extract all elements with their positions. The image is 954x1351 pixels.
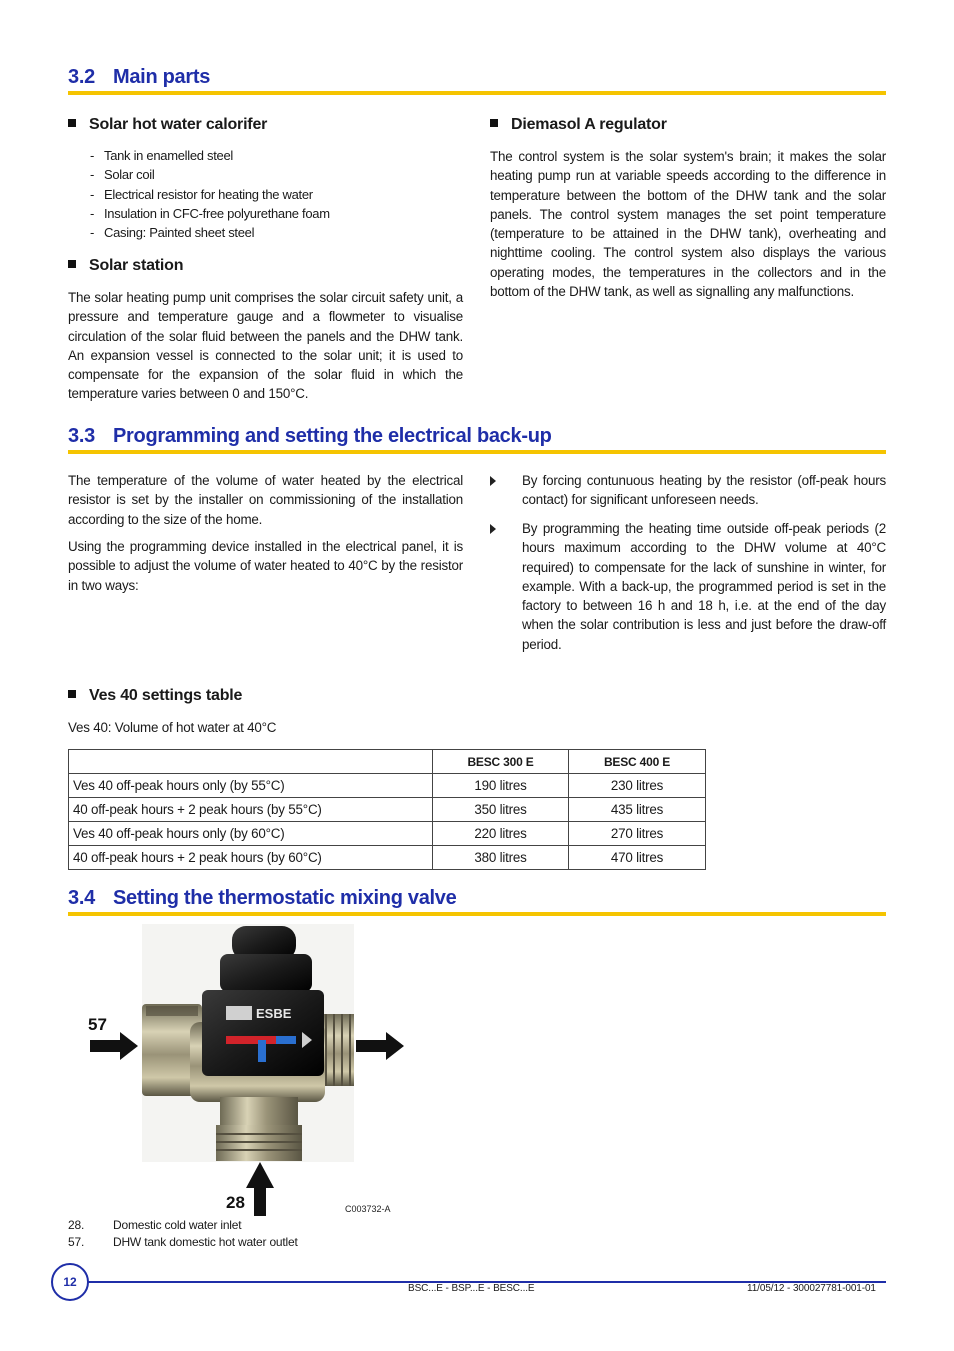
section-3-4-title: 3.4 Setting the thermostatic mixing valve: [68, 887, 886, 916]
settings-table-heading: Ves 40 settings table: [68, 687, 242, 705]
label-57: 57: [88, 1015, 107, 1034]
regulator-text: The control system is the solar system's brain; it makes the solar heating pump run at variable speeds according to the difference in temperature between the bottom of the DHW tank and the solar panels. The control system manages the set point temperature (temperature to be attained in the DHW tank), overheating and nighttime cooling. The control system also displays the various operating modes, the temperatures in the collectors and in the bottom of the DHW tank, as well as signalling any malfunctions.: [490, 149, 886, 300]
hot-indicator: [226, 1036, 280, 1044]
label-28: 28: [226, 1193, 245, 1212]
station-heading: Solar station: [68, 257, 183, 275]
arrow-bullet-icon: [490, 524, 496, 534]
legend-item-57: 57. DHW tank domestic hot water outlet: [68, 1235, 298, 1249]
esbe-logo-icon: [226, 1006, 252, 1020]
list-item: - Casing: Painted sheet steel: [90, 223, 330, 242]
table-header-row: [69, 750, 706, 774]
list-item: - Tank in enamelled steel: [90, 146, 330, 165]
table-row: 40 off-peak hours + 2 peak hours (by 60°C) 380 litres 470 litres: [69, 846, 706, 870]
list-item: - Solar coil: [90, 165, 330, 184]
table-header-cell: BESC 400 E: [569, 750, 706, 774]
bottom-thread: [216, 1097, 302, 1161]
programming-para-2: Using the programming device installed in the electrical panel, it is possible to adjust the volume of water heated to 40°C by the resistor in two ways:: [68, 539, 463, 593]
calorifier-heading: Solar hot water calorifer: [68, 116, 267, 134]
brand-text: ESBE: [256, 1006, 292, 1021]
arrow-bullet-icon: [490, 476, 496, 486]
table-header-cell: [69, 750, 433, 774]
table-header-cell: BESC 300 E: [433, 750, 569, 774]
list-item: - Insulation in CFC-free polyurethane foam: [90, 204, 330, 223]
settings-table: [68, 749, 706, 870]
page-number-badge: 12: [51, 1263, 89, 1301]
table-row: 40 off-peak hours + 2 peak hours (by 55°C) 350 litres 435 litres: [69, 798, 706, 822]
footer-model-list: BSC...E - BSP...E - BESC...E: [408, 1283, 535, 1294]
mixing-valve-figure: [80, 922, 420, 1217]
section-3-3-title: 3.3 Programming and setting the electrical back-up: [68, 425, 886, 454]
bullet-programming: By programming the heating time outside off-peak periods (2 hours maximum according to the DHW volume at 40°C required) to compensate for the lack of sunshine in winter, for example. With a back-up, the programmed period is set in the factory to between 16 h and 18 h, i.e. at the end of the day when the solar contribution is less and just before the draw-off period.: [522, 519, 886, 654]
programming-para-1: The temperature of the volume of water heated by the electrical resistor is set by the installer on commissioning of the installation according to the size of the home.: [68, 473, 463, 527]
station-text: The solar heating pump unit comprises the solar circuit safety unit, a pressure and temperature gauge and a flowmeter to visualise circulation of the solar fluid between the panels and the DHW tank. An expansion vessel is connected to the solar unit; it is used to compensate for the expansion of the solar fluid in which the temperature varies between 0 and 150°C.: [68, 290, 463, 402]
calorifier-list: [90, 146, 330, 242]
list-item: - Electrical resistor for heating the water: [90, 185, 330, 204]
section-3-2-title: 3.2 Main parts: [68, 66, 886, 95]
outlet-arrow: [356, 1032, 404, 1060]
table-row: Ves 40 off-peak hours only (by 60°C) 220 litres 270 litres: [69, 822, 706, 846]
regulator-heading: Diemasol A regulator: [490, 116, 667, 134]
valve-label-plate: [202, 990, 324, 1076]
table-row: Ves 40 off-peak hours only (by 55°C) 190 litres 230 litres: [69, 774, 706, 798]
settings-table-caption: Ves 40: Volume of hot water at 40°C: [68, 720, 277, 735]
figure-code: C003732-A: [345, 1204, 391, 1214]
legend-item-28: 28. Domestic cold water inlet: [68, 1218, 242, 1232]
inlet-arrow-57: [90, 1032, 138, 1060]
cold-indicator: [276, 1036, 296, 1044]
inlet-arrow-28: [246, 1162, 274, 1216]
footer-doc-ref: 11/05/12 - 300027781-001-01: [747, 1283, 876, 1294]
bullet-forcing: By forcing contunuous heating by the resistor (off-peak hours contact) for significant unforeseen needs.: [522, 471, 886, 510]
